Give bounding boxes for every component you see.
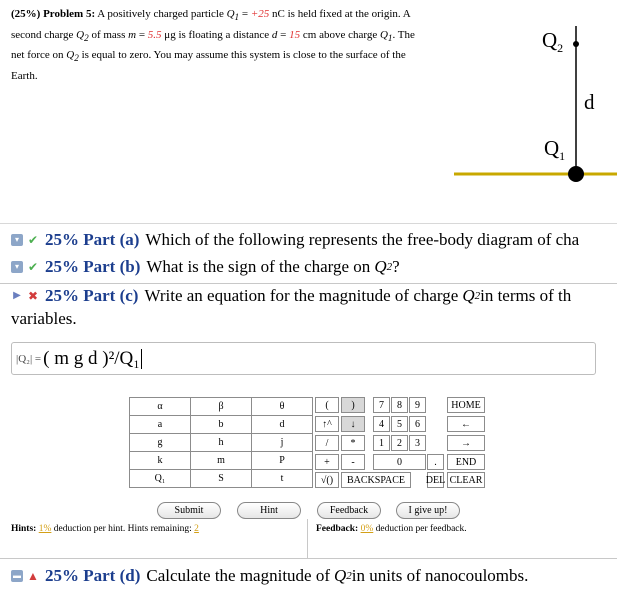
del-button[interactable]: DEL [427,472,444,488]
cross-icon: ✖ [27,289,39,303]
key-symbol[interactable]: j [252,434,313,452]
key-symbol[interactable]: Q₁ [130,470,191,488]
key-symbol[interactable]: S [191,470,252,488]
key-symbol[interactable]: k [130,452,191,470]
key-action[interactable]: CLEAR [447,472,485,488]
hint-feedback-separator [307,519,308,559]
q2-diagram-label: $Q_2$ [542,28,564,56]
hint-button[interactable]: Hint [237,502,301,519]
q1-diagram-label: $Q_1$ [544,136,566,164]
key-decimal[interactable]: . [427,454,444,470]
key-symbol[interactable]: θ [252,398,313,416]
key-digit[interactable]: 4 [373,416,390,432]
answer-value: ( m g d )²/Q₁ [43,347,140,369]
part-a-row[interactable] [11,228,579,252]
q1-dot [568,166,584,182]
key-operator[interactable]: √() [315,472,339,488]
feedback-info: Feedback: 0% deduction per feedback. [316,524,467,534]
key-digit[interactable]: 2 [391,435,408,451]
d-diagram-label: d [584,90,595,114]
part-b-percent: 25% Part (b) [45,257,141,276]
keypad [129,397,489,490]
q2-dot [573,41,579,47]
part-c-row[interactable]: ▶ ✖ 25% Part (c) Write an equation for the magnitude of charge Q 2 in terms of th [11,284,571,308]
charge-diagram [450,18,617,198]
key-symbol[interactable]: m [191,452,252,470]
play-icon[interactable]: ▶ [13,290,21,301]
answer-input[interactable] [11,342,596,375]
expand-box-icon[interactable]: ▾ [11,234,23,246]
key-symbol[interactable]: t [252,470,313,488]
expand-box-icon[interactable]: ▾ [11,261,23,273]
problem-title: Problem 5: [43,8,96,20]
key-symbol[interactable]: α [130,398,191,416]
key-operator[interactable]: ↓ [341,416,365,432]
key-symbol[interactable]: b [191,416,252,434]
part-c-text: Write an equation for the magnitude of charge [144,286,459,305]
part-c-text-line2: variables. [11,309,77,328]
key-symbol[interactable]: d [252,416,313,434]
check-icon: ✔ [27,233,39,247]
key-action[interactable]: ← [447,416,485,432]
part-d-text: Calculate the magnitude of [146,566,331,585]
key-symbol[interactable]: h [191,434,252,452]
part-a-text: Which of the following represents the free-body diagram of cha [145,230,580,249]
warning-icon: ▲ [27,569,39,583]
symbol-keypad [129,397,313,488]
key-digit[interactable]: 9 [409,397,426,413]
distance-value: 15 [289,28,301,41]
part-b-text: What is the sign of the charge on [146,257,371,276]
key-digit[interactable]: 6 [409,416,426,432]
key-operator[interactable]: ( [315,397,339,413]
key-digit-zero[interactable]: 0 [373,454,426,470]
check-icon: ✔ [27,260,39,274]
answer-label: |Q₂| = [16,352,42,365]
key-operator[interactable]: - [341,454,365,470]
key-action[interactable]: HOME [447,397,485,413]
key-digit[interactable]: 7 [373,397,390,413]
part-d-row[interactable]: ▬ ▲ 25% Part (d) Calculate the magnitude of Q 2 in units of nanocoulombs. [13,566,529,585]
submit-button[interactable]: Submit [157,502,221,519]
key-digit[interactable]: 1 [373,435,390,451]
key-digit[interactable]: 5 [391,416,408,432]
key-operator[interactable]: ↑^ [315,416,339,432]
part-b-row[interactable]: ▾ ✔ 25% Part (b) What is the sign of the charge on Q 2 ? [11,255,400,279]
expand-box-icon[interactable]: ▬ [13,571,21,580]
key-symbol[interactable]: a [130,416,191,434]
key-symbol[interactable]: P [252,452,313,470]
key-action[interactable]: → [447,435,485,451]
key-symbol[interactable]: β [191,398,252,416]
text-caret [141,349,142,369]
key-operator[interactable]: / [315,435,339,451]
hints-info: Hints: 1% deduction per hint. Hints remaining: 2 [11,524,199,534]
part-c-percent: 25% Part (c) [45,286,139,305]
feedback-deduction: 0% [360,524,374,534]
key-digit[interactable]: 8 [391,397,408,413]
backspace-button[interactable]: BACKSPACE [341,472,411,488]
feedback-button[interactable]: Feedback [317,502,381,519]
hints-remaining: 2 [194,524,199,534]
part-d-percent: 25% Part (d) [45,566,141,585]
problem-statement: (25%) Problem 5: A positively charged particle $Q_1 = +25$ nC is held fixed at the origin. A second charge $Q_2$ of mass m = 5.5 μg is floating a distance d = 15 cm above charge $Q_1$. The net force on $Q_2$ is equal to zero. You may assume this system is close to the surface of the Earth. [11,8,415,83]
charge-value: +25 [250,8,270,20]
key-action[interactable]: END [447,454,485,470]
give-up-button[interactable]: I give up! [396,502,460,519]
key-symbol[interactable]: g [130,434,191,452]
mass-value: 5.5 [147,28,162,41]
key-operator[interactable]: + [315,454,339,470]
problem-percent: (25%) [11,8,41,20]
key-digit[interactable]: 3 [409,435,426,451]
section-divider [0,223,617,224]
key-operator[interactable]: * [341,435,365,451]
part-a-percent: 25% Part (a) [45,230,140,249]
key-operator[interactable]: ) [341,397,365,413]
hint-deduction: 1% [38,524,52,534]
